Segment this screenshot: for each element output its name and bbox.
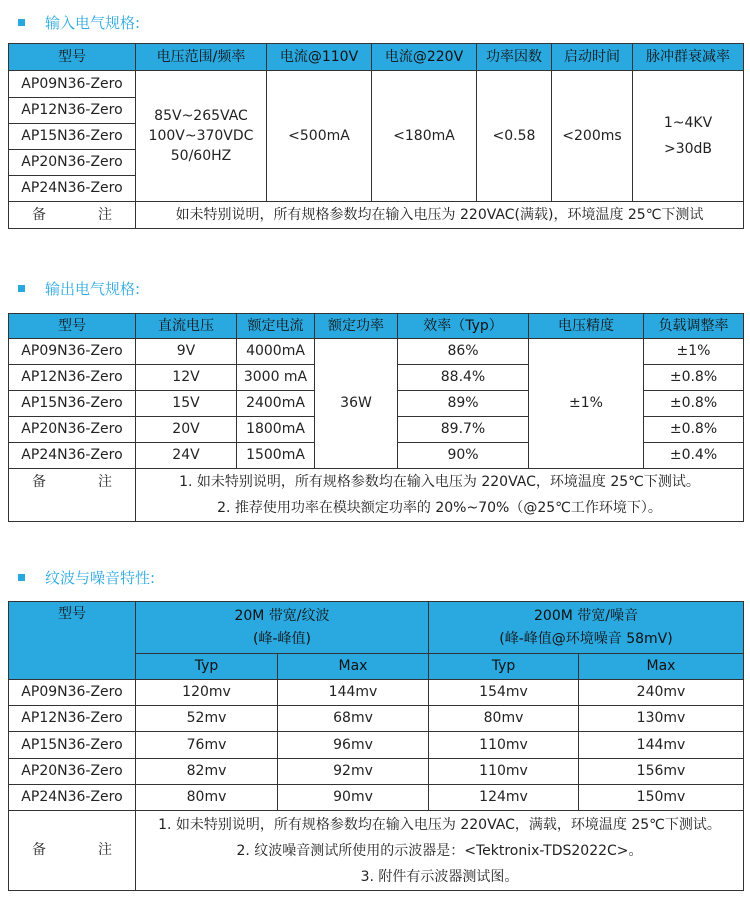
square-bullet-icon xyxy=(18,285,25,292)
note-label-char: 注 xyxy=(98,474,112,490)
value-cell: 76mv xyxy=(136,732,278,759)
header-cell: 负载调整率 xyxy=(644,314,744,339)
output-section-title xyxy=(18,277,140,299)
header-cell: 型号 xyxy=(9,314,136,339)
value-cell: 90mv xyxy=(278,785,429,811)
note-label-char: 注 xyxy=(98,206,112,223)
subheader-cell: Typ xyxy=(429,654,579,680)
value-cell: 144mv xyxy=(278,680,429,706)
header-cell: 型号 xyxy=(9,44,136,71)
note-row xyxy=(9,469,744,522)
dc-voltage-cell: 9V xyxy=(136,339,237,365)
value-cell: 52mv xyxy=(136,706,278,732)
value-cell: 120mv xyxy=(136,680,278,706)
ripple-section-title xyxy=(18,566,155,588)
note-line: 1. 如未特别说明，所有规格参数均在输入电压为 220VAC，满载，环境温度 25℃下测试。 xyxy=(158,816,721,833)
model-cell: AP24N36-Zero xyxy=(9,176,136,202)
dc-voltage-cell: 24V xyxy=(136,443,237,469)
subheader-cell: Max xyxy=(278,654,429,680)
efficiency-cell: 90% xyxy=(398,443,529,469)
rated-current-cell: 1800mA xyxy=(237,417,315,443)
note-label xyxy=(9,811,136,891)
note-label-char: 注 xyxy=(98,842,112,859)
table-row xyxy=(9,706,744,732)
rated-power-cell: 36W xyxy=(315,339,398,469)
value-cell: 144mv xyxy=(579,732,744,759)
value-cell: 68mv xyxy=(278,706,429,732)
note-line: 3. 附件有示波器测试图。 xyxy=(360,868,519,885)
note-label xyxy=(9,469,136,522)
header-cell: 电流@220V xyxy=(372,44,477,71)
burst-line: 1~4KV xyxy=(663,114,713,131)
ripple-title-text: 纹波与噪音特性: xyxy=(45,568,156,587)
ripple-spec-table xyxy=(8,601,744,891)
current-110-cell: <500mA xyxy=(267,71,372,202)
rated-current-cell: 4000mA xyxy=(237,339,315,365)
dc-voltage-cell: 12V xyxy=(136,365,237,391)
efficiency-cell: 86% xyxy=(398,339,529,365)
dc-voltage-cell: 20V xyxy=(136,417,237,443)
square-bullet-icon xyxy=(18,19,25,26)
value-cell: 80mv xyxy=(429,706,579,732)
output-spec-table xyxy=(8,313,744,522)
header-cell: 电压范围/频率 xyxy=(136,44,267,71)
input-section-title xyxy=(18,11,140,33)
voltage-range-line: 85V~265VAC xyxy=(154,107,248,124)
model-cell: AP24N36-Zero xyxy=(9,785,136,811)
header-cell: 电压精度 xyxy=(529,314,644,339)
table-row xyxy=(9,759,744,785)
burst-attenuation-cell xyxy=(633,71,744,202)
value-cell: 150mv xyxy=(579,785,744,811)
efficiency-cell: 88.4% xyxy=(398,365,529,391)
value-cell: 80mv xyxy=(136,785,278,811)
model-cell: AP24N36-Zero xyxy=(9,443,136,469)
header-cell: 型号 xyxy=(9,602,136,680)
model-cell: AP12N36-Zero xyxy=(9,98,136,124)
header-cell: 功率因数 xyxy=(477,44,552,71)
model-cell: AP20N36-Zero xyxy=(9,759,136,785)
model-cell: AP12N36-Zero xyxy=(9,365,136,391)
voltage-range-line: 50/60HZ xyxy=(170,148,232,165)
note-label xyxy=(9,202,136,229)
efficiency-cell: 89.7% xyxy=(398,417,529,443)
value-cell: 96mv xyxy=(278,732,429,759)
model-cell: AP15N36-Zero xyxy=(9,391,136,417)
header-cell: 直流电压 xyxy=(136,314,237,339)
model-cell: AP15N36-Zero xyxy=(9,124,136,150)
model-cell: AP20N36-Zero xyxy=(9,150,136,176)
header-group-ripple xyxy=(136,602,429,654)
header-cell: 额定电流 xyxy=(237,314,315,339)
value-cell: 110mv xyxy=(429,732,579,759)
voltage-accuracy-cell: ±1% xyxy=(529,339,644,469)
value-cell: 130mv xyxy=(579,706,744,732)
voltage-range-cell xyxy=(136,71,267,202)
rated-current-cell: 3000 mA xyxy=(237,365,315,391)
header-group-noise xyxy=(429,602,744,654)
subheader-cell: Typ xyxy=(136,654,278,680)
table-header-row xyxy=(9,602,744,654)
voltage-range-line: 100V~370VDC xyxy=(148,127,254,144)
value-cell: 92mv xyxy=(278,759,429,785)
header-cell: 脉冲群衰减率 xyxy=(633,44,744,71)
model-cell: AP12N36-Zero xyxy=(9,706,136,732)
load-regulation-cell: ±0.4% xyxy=(644,443,744,469)
value-cell: 82mv xyxy=(136,759,278,785)
table-row xyxy=(9,785,744,811)
model-cell: AP09N36-Zero xyxy=(9,680,136,706)
rated-current-cell: 1500mA xyxy=(237,443,315,469)
input-spec-table xyxy=(8,43,744,229)
value-cell: 154mv xyxy=(429,680,579,706)
note-line: 2. 推荐使用功率在模块额定功率的 20%~70%（@25℃工作环境下）。 xyxy=(217,500,662,516)
table-header-row xyxy=(9,314,744,339)
note-label-char: 备 xyxy=(32,842,46,859)
note-label-char: 备 xyxy=(32,474,46,490)
load-regulation-cell: ±0.8% xyxy=(644,391,744,417)
note-line: 2. 纹波噪音测试所使用的示波器是：<Tektronix-TDS2022C>。 xyxy=(236,842,643,859)
rated-current-cell: 2400mA xyxy=(237,391,315,417)
square-bullet-icon xyxy=(18,574,25,581)
model-cell: AP09N36-Zero xyxy=(9,71,136,98)
model-cell: AP09N36-Zero xyxy=(9,339,136,365)
header-cell: 效率（Typ） xyxy=(398,314,529,339)
note-row xyxy=(9,202,744,229)
note-line: 1. 如未特别说明，所有规格参数均在输入电压为 220VAC，环境温度 25℃下测试。 xyxy=(179,474,700,490)
header-line: 20M 带宽/纹波 xyxy=(234,608,330,625)
note-text xyxy=(136,811,744,891)
value-cell: 240mv xyxy=(579,680,744,706)
table-row xyxy=(9,680,744,706)
dc-voltage-cell: 15V xyxy=(136,391,237,417)
table-header-row xyxy=(9,44,744,71)
model-cell: AP20N36-Zero xyxy=(9,417,136,443)
burst-line: >30dB xyxy=(663,141,713,157)
load-regulation-cell: ±0.8% xyxy=(644,417,744,443)
header-line: (峰-峰值@环境噪音 58mV) xyxy=(499,630,673,647)
note-label-char: 备 xyxy=(32,206,46,223)
table-row xyxy=(9,339,744,365)
subheader-cell: Max xyxy=(579,654,744,680)
value-cell: 124mv xyxy=(429,785,579,811)
note-row xyxy=(9,811,744,891)
table-row xyxy=(9,732,744,759)
header-line: (峰-峰值) xyxy=(253,630,311,647)
header-line: 200M 带宽/噪音 xyxy=(534,608,638,625)
load-regulation-cell: ±1% xyxy=(644,339,744,365)
input-title-text: 输入电气规格: xyxy=(45,13,141,32)
header-cell: 启动时间 xyxy=(552,44,633,71)
table-row xyxy=(9,71,744,98)
model-cell: AP15N36-Zero xyxy=(9,732,136,759)
load-regulation-cell: ±0.8% xyxy=(644,365,744,391)
header-cell: 额定功率 xyxy=(315,314,398,339)
output-title-text: 输出电气规格: xyxy=(45,279,141,298)
startup-time-cell: <200ms xyxy=(552,71,633,202)
value-cell: 156mv xyxy=(579,759,744,785)
efficiency-cell: 89% xyxy=(398,391,529,417)
value-cell: 110mv xyxy=(429,759,579,785)
power-factor-cell: <0.58 xyxy=(477,71,552,202)
header-cell: 电流@110V xyxy=(267,44,372,71)
current-220-cell: <180mA xyxy=(372,71,477,202)
note-text xyxy=(136,469,744,522)
note-text: 如未特别说明，所有规格参数均在输入电压为 220VAC(满载)，环境温度 25℃下测试 xyxy=(136,202,744,229)
